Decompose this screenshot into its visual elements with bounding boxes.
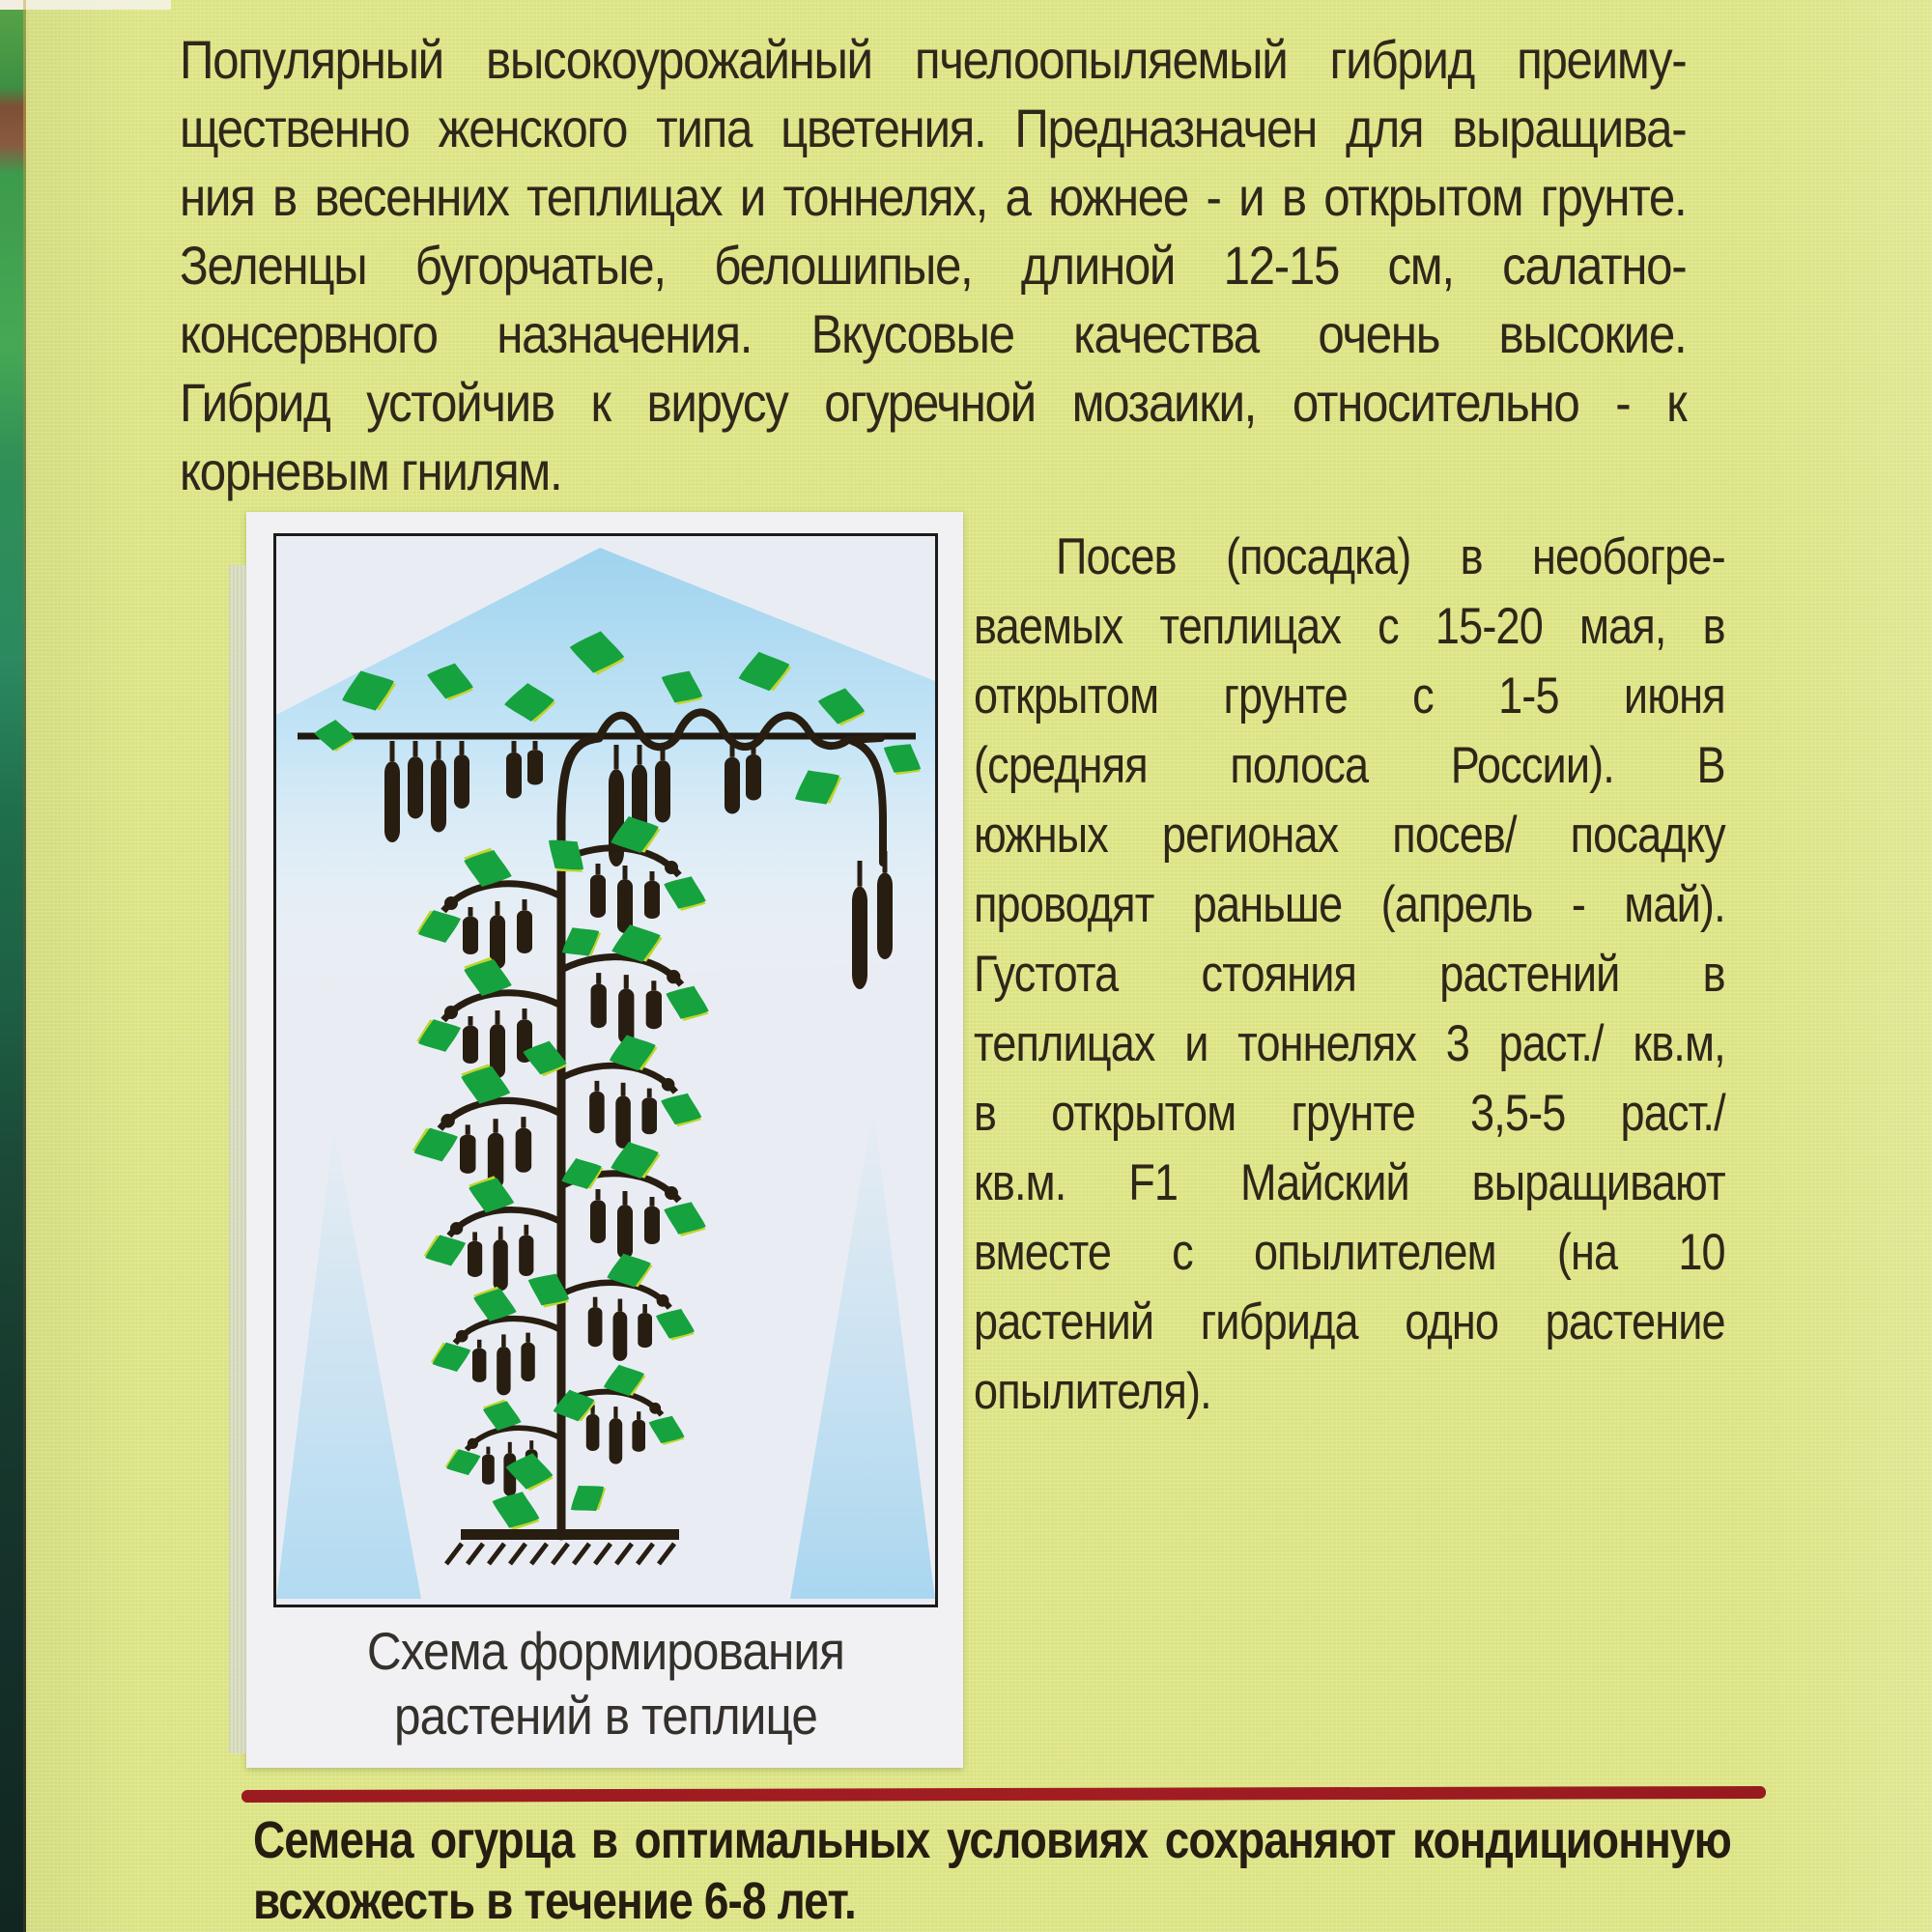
text-line: в открытом грунте 3,5-5 раст./ [974,1085,1725,1142]
diagram-caption-line2: растений в теплице [393,1686,817,1746]
text-line: южных регионах посев/ посадку [974,807,1725,864]
diagram-caption-line1: Схема формирования [366,1621,845,1681]
light-wedge-left [276,1125,421,1599]
text-line: ния в весенних теплицах и тоннелях, а южнее - и в открытом грунте. [180,166,1687,227]
text-line: кв.м. F1 Майский выращивают [974,1154,1725,1211]
light-wedge-right [790,1106,935,1599]
text-line: Густота стояния растений в [974,946,1725,1003]
greenhouse-roof [276,548,935,990]
text-line: открытом грунте с 1-5 июня [974,668,1725,724]
seed-viability-note [253,1810,1932,1932]
ground-hatching [446,1544,674,1564]
ground-bar [461,1529,679,1540]
text-line: Популярный высокоурожайный пчелоопыляемый гибрид преиму- [180,29,1687,90]
text-line: Гибрид устойчив к вирусу огуречной мозаики, относительно - к [180,372,1687,433]
text-line: (средняя полоса России). В [974,737,1725,794]
text-line: вместе с опылителем (на 10 [974,1224,1725,1281]
packet-front-edge-photo [0,0,26,1932]
text-line: консервного назначения. Вкусовые качества очень высокие. [180,303,1687,364]
text-line: щественно женского типа цветения. Предназначен для выращива- [180,98,1687,158]
scan-corner-artifact [26,0,171,10]
text-line: проводят раньше (апрель - май). [974,876,1725,933]
sowing-paragraph [974,523,1858,1427]
description-paragraph [180,25,1891,505]
text-line: растений гибрида одно растение [974,1293,1725,1350]
text-line: теплицах и тоннелях 3 раст./ кв.м, [974,1015,1725,1072]
text-line: всхожесть в течение 6-8 лет. [253,1872,856,1930]
diagram-caption [306,1619,904,1748]
text-line: Зеленцы бугорчатые, белошипые, длиной 12-15 см, салатно- [180,235,1687,296]
text-line: ваемых теплицах с 15-20 мая, в [974,598,1725,655]
greenhouse-diagram-panel [246,512,963,1768]
diagram-frame [273,533,938,1607]
plant-formation-diagram [276,536,935,1605]
panel-shadow [229,565,246,1753]
text-line: Посев (посадка) в необогре- [1056,528,1725,585]
text-line: Семена огурца в оптимальных условиях сохраняют кондиционную [253,1811,1731,1869]
text-line: опылителя). [974,1363,1211,1420]
text-line: корневым гнилям. [180,440,562,501]
